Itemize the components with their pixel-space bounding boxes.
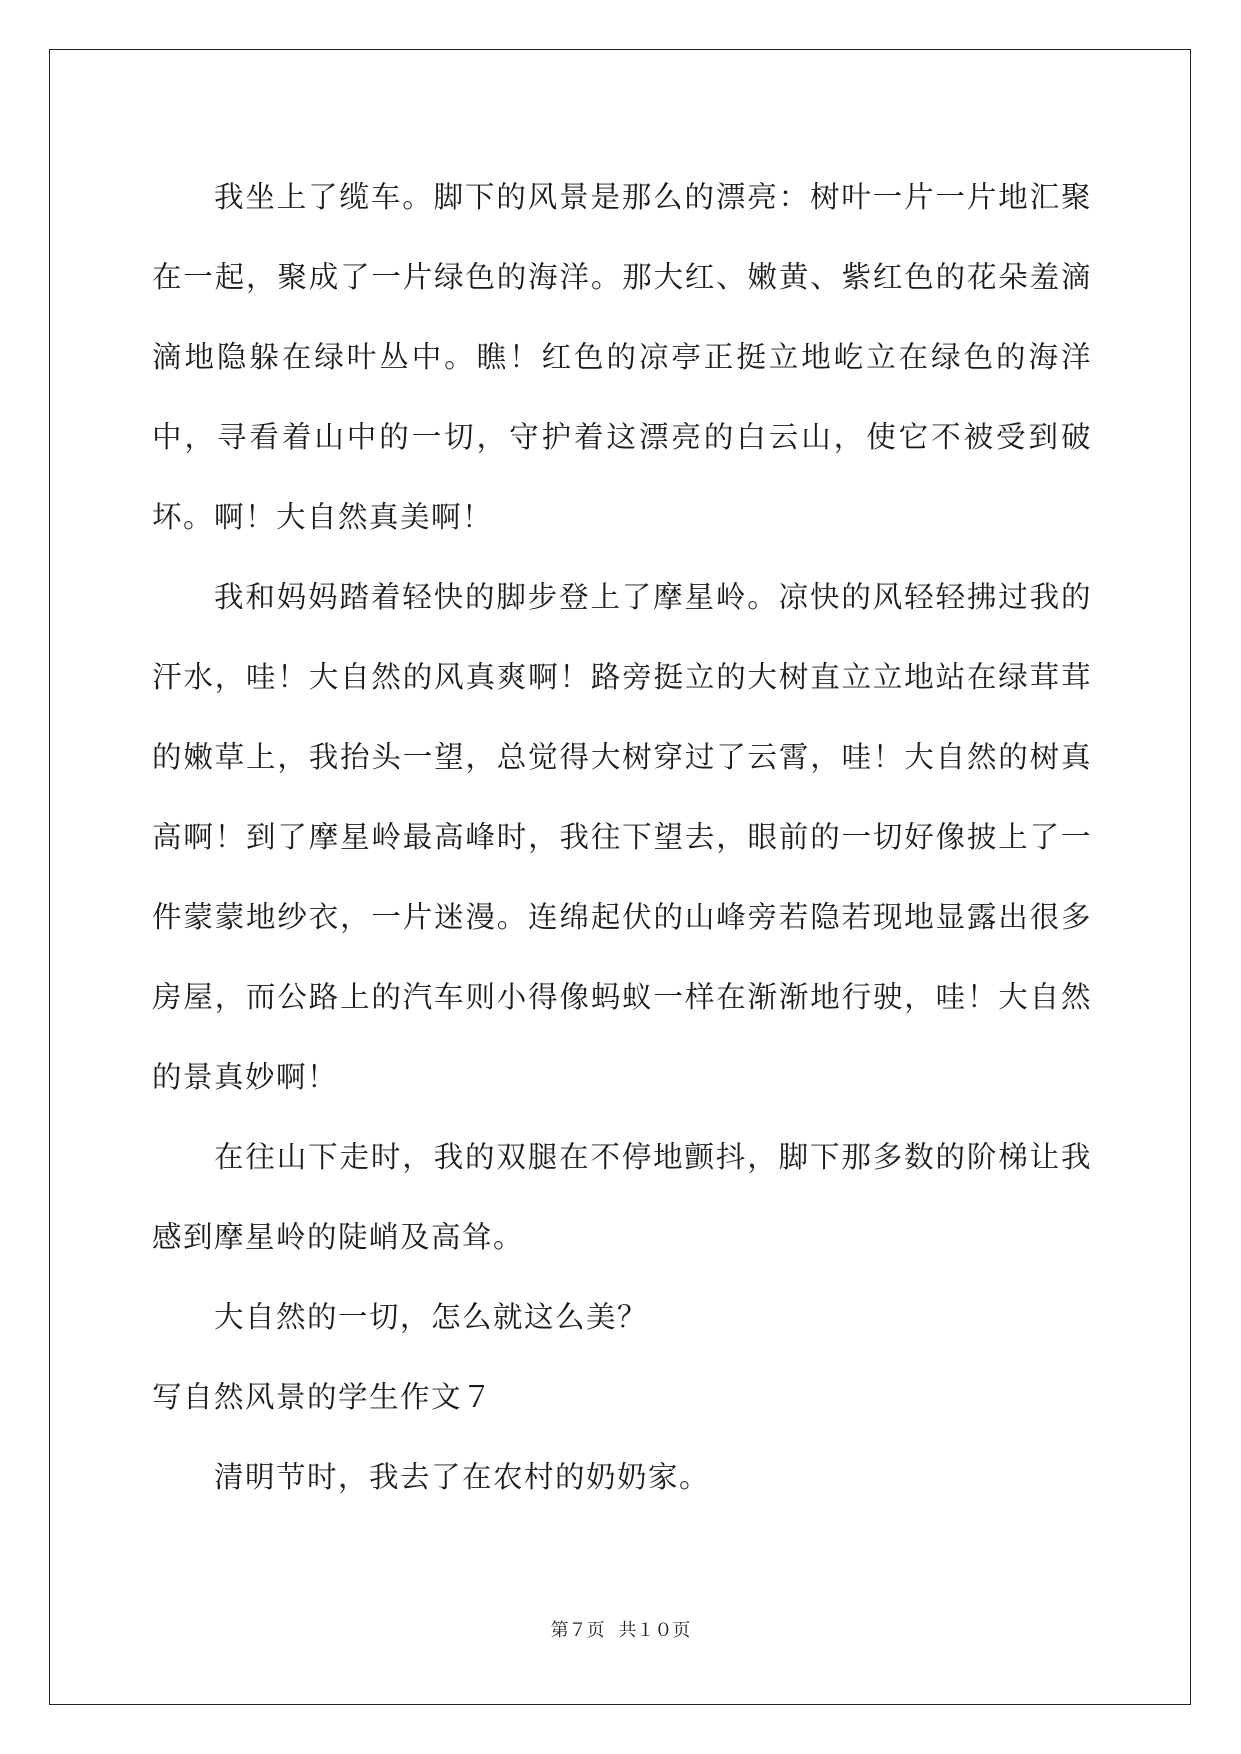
- page-number-total: 共１０页: [618, 1620, 691, 1641]
- paragraph-moxing-ridge: 我和妈妈踏着轻快的脚步登上了摩星岭。凉快的风轻轻拂过我的汗水，哇！大自然的风真爽啊！路旁挺立的大树直立立地站在绿茸茸的嫩草上，我抬头一望，总觉得大树穿过了云霄，哇！大自然的树真高啊！到了摩星岭最高峰时，我往下望去，眼前的一切好像披上了一件蒙蒙地纱衣，一片迷漫。连绵起伏的山峰旁若隐若现地显露出很多房屋，而公路上的汽车则小得像蚂蚁一样在渐渐地行驶，哇！大自然的景真妙啊！: [152, 580, 1092, 1094]
- page-footer: [0, 1616, 1241, 1642]
- document-body: [152, 157, 1092, 1517]
- paragraph-going-down: 在往山下走时，我的双腿在不停地颤抖，脚下那多数的阶梯让我感到摩星岭的陡峭及高耸。: [152, 1140, 1092, 1254]
- essay-heading: 写自然风景的学生作文７: [152, 1380, 494, 1414]
- paragraph-qingming: 清明节时，我去了在农村的奶奶家。: [214, 1460, 711, 1494]
- paragraph-nature-beauty: 大自然的一切，怎么就这么美？: [214, 1300, 649, 1334]
- paragraph-cable-car: 我坐上了缆车。脚下的风景是那么的漂亮：树叶一片一片地汇聚在一起，聚成了一片绿色的海洋。那大红、嫩黄、紫红色的花朵羞滴滴地隐躲在绿叶丛中。瞧！红色的凉亭正挺立地屹立在绿色的海洋中，寻看着山中的一切，守护着这漂亮的白云山，使它不被受到破坏。啊！大自然真美啊！: [152, 180, 1092, 534]
- page-number-current: 第７页: [550, 1620, 605, 1641]
